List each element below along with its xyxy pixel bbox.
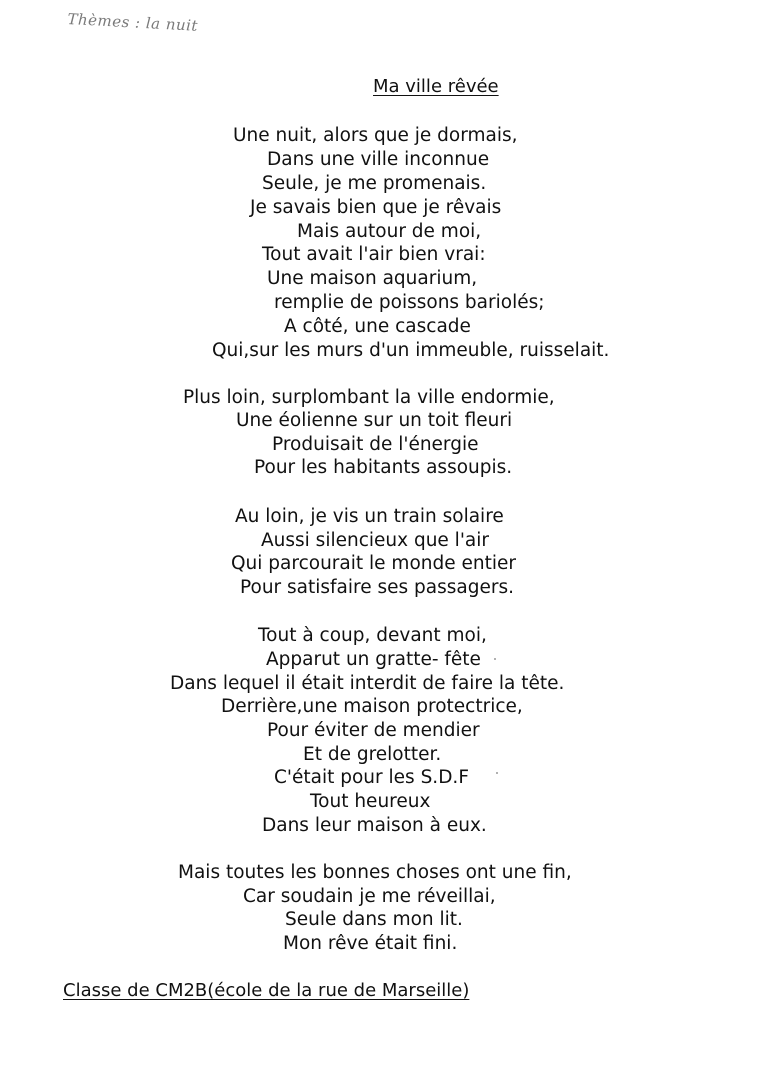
poem-line: Apparut un gratte- fête — [266, 649, 481, 670]
poem-line: Seule, je me promenais. — [262, 173, 487, 194]
poem-line: Dans une ville inconnue — [267, 149, 490, 170]
poem-line: Qui,sur les murs d'un immeuble, ruisselait. — [212, 340, 610, 361]
poem-line: Une maison aquarium, — [267, 268, 478, 289]
poem-line: Derrière,une maison protectrice, — [221, 696, 523, 717]
poem-title: Ma ville rêvée — [373, 76, 499, 97]
poem-line: Une nuit, alors que je dormais, — [233, 125, 518, 146]
poem-line: Je savais bien que je rêvais — [250, 197, 502, 218]
poem-line: Mais autour de moi, — [297, 221, 482, 242]
class-signature: Classe de CM2B(école de la rue de Marseille) — [63, 980, 470, 1001]
poem-line: Tout à coup, devant moi, — [258, 625, 487, 646]
scan-speck — [494, 658, 496, 660]
poem-line: A côté, une cascade — [284, 316, 471, 337]
poem-line: C'était pour les S.D.F — [274, 767, 469, 788]
poem-line: Aussi silencieux que l'air — [261, 530, 489, 551]
poem-line: Plus loin, surplombant la ville endormie, — [183, 387, 555, 408]
poem-line: Produisait de l'énergie — [272, 434, 479, 455]
poem-line: Qui parcourait le monde entier — [231, 553, 516, 574]
poem-line: Au loin, je vis un train solaire — [235, 506, 504, 527]
poem-line: Tout heureux — [310, 791, 431, 812]
poem-line: Pour éviter de mendier — [267, 720, 480, 741]
poem-line: Car soudain je me réveillai, — [243, 886, 496, 907]
poem-line: Seule dans mon lit. — [285, 909, 463, 930]
handwritten-theme-note: Thèmes : la nuit — [67, 10, 199, 35]
scan-speck — [496, 772, 498, 774]
poem-line: Pour satisfaire ses passagers. — [240, 577, 514, 598]
poem-line: Une éolienne sur un toit fleuri — [236, 410, 513, 431]
poem-line: Et de grelotter. — [303, 744, 442, 765]
poem-line: Dans lequel il était interdit de faire la tête. — [170, 673, 565, 694]
poem-line: Tout avait l'air bien vrai: — [262, 244, 486, 265]
poem-line: Pour les habitants assoupis. — [254, 457, 513, 478]
poem-line: remplie de poissons bariolés; — [274, 292, 545, 313]
poem-line: Dans leur maison à eux. — [262, 815, 487, 836]
poem-line: Mais toutes les bonnes choses ont une fin, — [178, 862, 572, 883]
poem-line: Mon rêve était fini. — [283, 933, 458, 954]
